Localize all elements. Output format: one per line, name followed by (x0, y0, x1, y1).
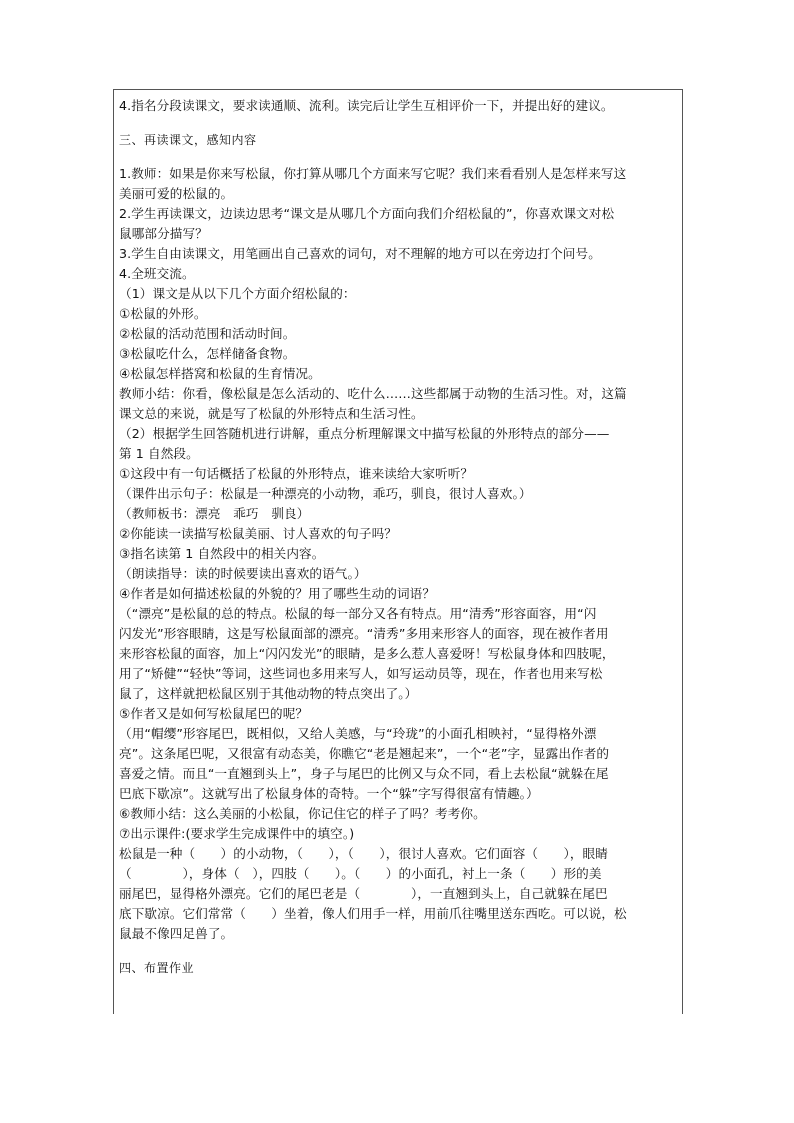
paragraph-line: （1）课文是从以下几个方面介绍松鼠的： (119, 286, 356, 301)
paragraph-line: （朗读指导：读的时候要读出喜欢的语气。） (119, 566, 367, 581)
list-item: ④松鼠怎样搭窝和松鼠的生育情况。 (119, 366, 321, 381)
fill-in-blank-line: 底下歇凉。它们常常（ ）坐着，像人们用手一样，用前爪往嘴里送东西吃。可以说，松 (119, 906, 627, 921)
fill-in-blank-line: 鼠最不像四足兽了。 (119, 926, 234, 941)
paragraph-line: 课文总的来说，就是写了松鼠的外形特点和生活习性。 (119, 406, 424, 421)
paragraph-line: 巴底下歇凉”。这就写出了松鼠身体的奇特。一个“躲”字写得很富有情趣。） (119, 786, 539, 801)
paragraph-line: （课件出示句子：松鼠是一种漂亮的小动物，乖巧，驯良，很讨人喜欢。） (119, 486, 532, 501)
paragraph-line: 用了“矫健”“轻快”等词，这些词也多用来写人，如写运动员等，现在，作者也用来写松 (119, 666, 603, 681)
section-heading-4: 四、布置作业 (119, 961, 195, 975)
paragraph-line: （2）根据学生回答随机进行讲解，重点分析理解课文中描写松鼠的外形特点的部分—— (119, 426, 610, 441)
lesson-plan-body (119, 96, 677, 978)
paragraph-line: （教师板书：漂亮 乖巧 驯良） (119, 506, 310, 521)
list-item: ④作者是如何描述松鼠的外貌的？用了哪些生动的词语？ (119, 586, 436, 601)
paragraph-line: 教师小结：你看，像松鼠是怎么活动的、吃什么……这些都属于动物的生活习性。对，这篇 (119, 386, 627, 401)
list-item: ③松鼠吃什么，怎样储备食物。 (119, 346, 296, 361)
paragraph-line: 第 1 自然段。 (119, 446, 199, 461)
list-item: ②你能读一读描写松鼠美丽、讨人喜欢的句子吗？ (119, 526, 397, 541)
step-4-text: 4.指名分段读课文，要求读通顺、流利。读完后让学生互相评价一下，并提出好的建议。 (119, 98, 614, 113)
list-item: ②松鼠的活动范围和活动时间。 (119, 326, 296, 341)
paragraph-line: 来形容松鼠的面容，加上“闪闪发光”的眼睛，是多么惹人喜爱呀！写松鼠身体和四肢呢， (119, 646, 615, 661)
fill-in-blank-line: 丽尾巴，显得格外漂亮。它们的尾巴老是（ ），一直翘到头上，自己就躲在尾巴 (119, 886, 608, 901)
list-item: ⑦出示课件:(要求学生完成课件中的填空。) (119, 826, 355, 841)
paragraph-line: （“漂亮”是松鼠的总的特点。松鼠的每一部分又各有特点。用“清秀”形容面容，用“闪 (119, 606, 597, 621)
paragraph-line: 美丽可爱的松鼠的。 (119, 186, 234, 201)
list-item: ⑥教师小结：这么美丽的小松鼠，你记住它的样子了吗？考考你。 (119, 806, 486, 821)
list-item: ①松鼠的外形。 (119, 306, 207, 321)
paragraph-line: 4.全班交流。 (119, 266, 195, 281)
fill-in-blank-line: 松鼠是一种（ ）的小动物，（ ），（ ），很讨人喜欢。它们面容（ ），眼睛 (119, 846, 608, 861)
section-heading-3: 三、再读课文，感知内容 (119, 133, 257, 147)
paragraph-line: 1.教师：如果是你来写松鼠，你打算从哪几个方面来写它呢？我们来看看别人是怎样来写这 (119, 166, 627, 181)
paragraph-line: （用“帽缨”形容尾巴，既相似，又给人美感，与“玲珑”的小面孔相映衬，“显得格外漂 (119, 726, 597, 741)
list-item: ①这段中有一句话概括了松鼠的外形特点，谁来读给大家听听？ (119, 466, 474, 481)
paragraph-line: 3.学生自由读课文，用笔画出自己喜欢的词句，对不理解的地方可以在旁边打个问号。 (119, 246, 601, 261)
paragraph-line: 闪发光”形容眼睛，这是写松鼠面部的漂亮。“清秀”多用来形容人的面容，现在被作者用 (119, 626, 609, 641)
paragraph-line: 亮”。这条尾巴呢，又很富有动态美，你瞧它“老是翘起来”，一个“老”字，显露出作者的 (119, 746, 610, 761)
paragraph-line: 鼠了，这样就把松鼠区别于其他动物的特点突出了。） (119, 686, 418, 701)
list-item: ③指名读第 1 自然段中的相关内容。 (119, 546, 325, 561)
paragraph-line: 鼠哪部分描写？ (119, 226, 208, 241)
fill-in-blank-line: （ ），身体（ ），四肢（ ）。（ ）的小面孔，衬上一条（ ）形的美 (119, 866, 602, 881)
list-item: ⑤作者又是如何写松鼠尾巴的呢？ (119, 706, 309, 721)
paragraph-line: 喜爱之情。而且“一直翘到头上”，身子与尾巴的比例又与众不同，看上去松鼠“就躲在尾 (119, 766, 609, 781)
paragraph-line: 2.学生再读课文，边读边思考“课文是从哪几个方面向我们介绍松鼠的”，你喜欢课文对松 (119, 206, 615, 221)
